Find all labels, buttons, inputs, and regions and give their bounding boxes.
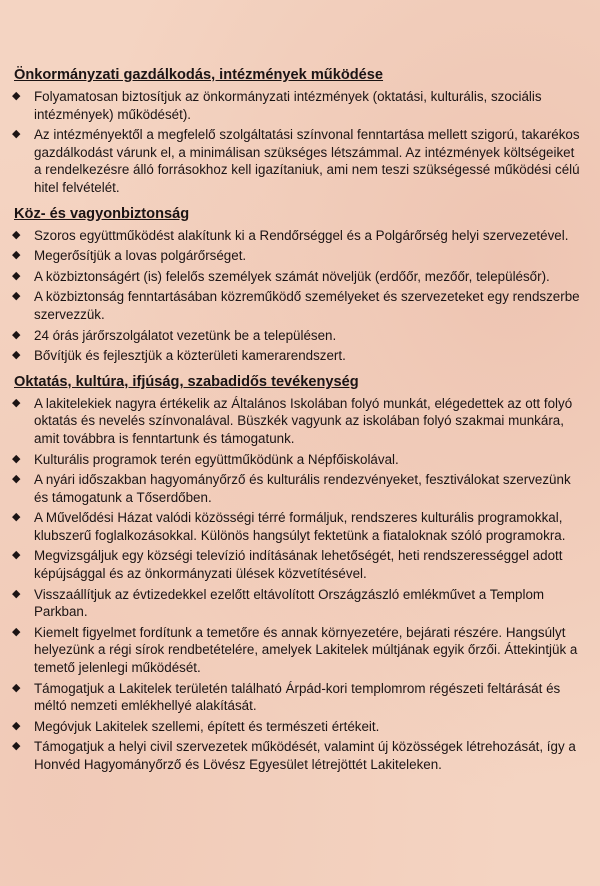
bullet-icon: ◆	[12, 681, 21, 694]
list-item-text: Megóvjuk Lakitelek szellemi, épített és természeti értékeit.	[34, 718, 380, 734]
bullet-icon: ◆	[12, 549, 21, 562]
list-item-text: Visszaállítjuk az évtizedekkel ezelőtt eltávolított Országzászló emlékművet a Templom Parkban.	[34, 586, 545, 620]
bullet-icon: ◆	[12, 587, 21, 600]
bullet-icon: ◆	[12, 511, 21, 524]
list-item-text: A nyári időszakban hagyományőrző és kulturális rendezvényeket, fesztiválokat szervezünk és támogatunk a Tőserdőben.	[34, 472, 571, 505]
bullet-icon: ◆	[12, 269, 21, 282]
list-item-text: Szoros együttműködést alakítunk ki a Rendőrséggel és a Polgárőrség helyi szervezetével.	[34, 227, 569, 243]
list-item	[12, 347, 584, 365]
section-heading: Önkormányzati gazdálkodás, intézmények működése	[14, 67, 384, 83]
bullet-icon: ◆	[12, 328, 21, 341]
list-item	[12, 718, 584, 736]
list-item	[12, 88, 584, 123]
list-item	[12, 288, 584, 323]
bullet-icon: ◆	[12, 249, 21, 262]
list-item-text: 24 órás járőrszolgálatot vezetünk be a településen.	[34, 327, 337, 343]
bullet-icon: ◆	[12, 349, 21, 362]
bullet-list	[12, 395, 584, 774]
list-item	[12, 327, 584, 345]
section-heading: Oktatás, kultúra, ifjúság, szabadidős tevékenység	[14, 373, 359, 390]
bullet-icon: ◆	[12, 719, 21, 732]
list-item-text: Kiemelt figyelmet fordítunk a temetőre és annak környezetére, bejárati részére. Hangsúlyt helyezünk a régi sírok rendbetételére, amelyek Lakitelek múltjának egyik őrzői. Áttekintjük a temető jelenlegi működését.	[34, 624, 578, 676]
document-content	[12, 66, 584, 777]
bullet-icon: ◆	[12, 228, 21, 241]
bullet-icon: ◆	[12, 128, 21, 141]
list-item-text: A közbiztonságért (is) felelős személyek számát növeljük (erdőőr, mezőőr, településőr).	[34, 268, 550, 284]
list-item	[12, 680, 584, 715]
list-item-text: Bővítjük és fejlesztjük a közterületi kamerarendszert.	[34, 348, 346, 364]
bullet-list	[12, 227, 584, 365]
section-2	[12, 205, 584, 365]
bullet-icon: ◆	[12, 625, 21, 638]
section-1	[12, 66, 584, 197]
bullet-list	[12, 88, 584, 197]
bullet-icon: ◆	[12, 396, 21, 409]
list-item	[12, 738, 584, 773]
list-item	[12, 268, 584, 286]
list-item	[12, 451, 584, 469]
bullet-icon: ◆	[12, 452, 21, 465]
bullet-icon: ◆	[12, 740, 21, 753]
section-heading: Köz- és vagyonbiztonság	[14, 205, 190, 222]
list-item	[12, 547, 584, 582]
section-3	[12, 373, 584, 774]
list-item	[12, 395, 584, 448]
list-item	[12, 586, 584, 621]
list-item-text: Megerősítjük a lovas polgárőrséget.	[34, 248, 247, 264]
list-item	[12, 509, 584, 544]
list-item	[12, 126, 584, 196]
list-item-text: A lakitelekiek nagyra értékelik az Általános Iskolában folyó munkát, elégedettek az ott folyó oktatás és nevelés színvonalával. Büszkék vagyunk az iskolában folyó szakmai munkára, amit továbbra is fenntartunk és támogatunk.	[34, 395, 573, 446]
list-item	[12, 471, 584, 506]
list-item-text: Folyamatosan biztosítjuk az önkormányzati intézmények (oktatási, kulturális, szociális intézmények) működését).	[34, 89, 542, 122]
list-item-text: Támogatjuk a Lakitelek területén található Árpád-kori templomrom régészeti feltárását és méltó nemzeti emlékhellyé alakítását.	[34, 680, 561, 714]
list-item-text: A közbiztonság fenntartásában közreműködő személyeket és szervezeteket egy rendszerbe szervezzük.	[34, 289, 580, 322]
bullet-icon: ◆	[12, 290, 21, 303]
list-item-text: Kulturális programok terén együttműködünk a Népfőiskolával.	[34, 451, 399, 467]
list-item-text: Támogatjuk a helyi civil szervezetek működését, valamint új közösségek létrehozását, így a Honvéd Hagyományőrző és Lövész Egyesület létrejöttét Lakiteleken.	[34, 739, 576, 772]
bullet-icon: ◆	[12, 90, 21, 102]
list-item-text: Az intézményektől a megfelelő szolgáltatási színvonal fenntartása mellett szigorú, takarékos gazdálkodást várunk el, a minimálisan szükséges létszámmal. Az intézmények költségeiket a rendelkezésre álló forrásokhoz kell igazítaniuk, ami nem teszi szükségessé működési célú hitel felvételét.	[34, 127, 580, 195]
list-item-text: Megvizsgáljuk egy községi televízió indításának lehetőségét, heti rendszerességgel adott képújsággal és az önkormányzati ülések közvetítésével.	[34, 548, 563, 582]
list-item-text: A Művelődési Házat valódi közösségi térré formáljuk, rendszeres kulturális programokkal, klubszerű foglalkozásokkal. Különös hangsúlyt fektetünk a fiataloknak szóló programokra.	[34, 510, 566, 543]
list-item	[12, 624, 584, 677]
list-item	[12, 227, 584, 245]
bullet-icon: ◆	[12, 473, 21, 486]
list-item	[12, 247, 584, 265]
